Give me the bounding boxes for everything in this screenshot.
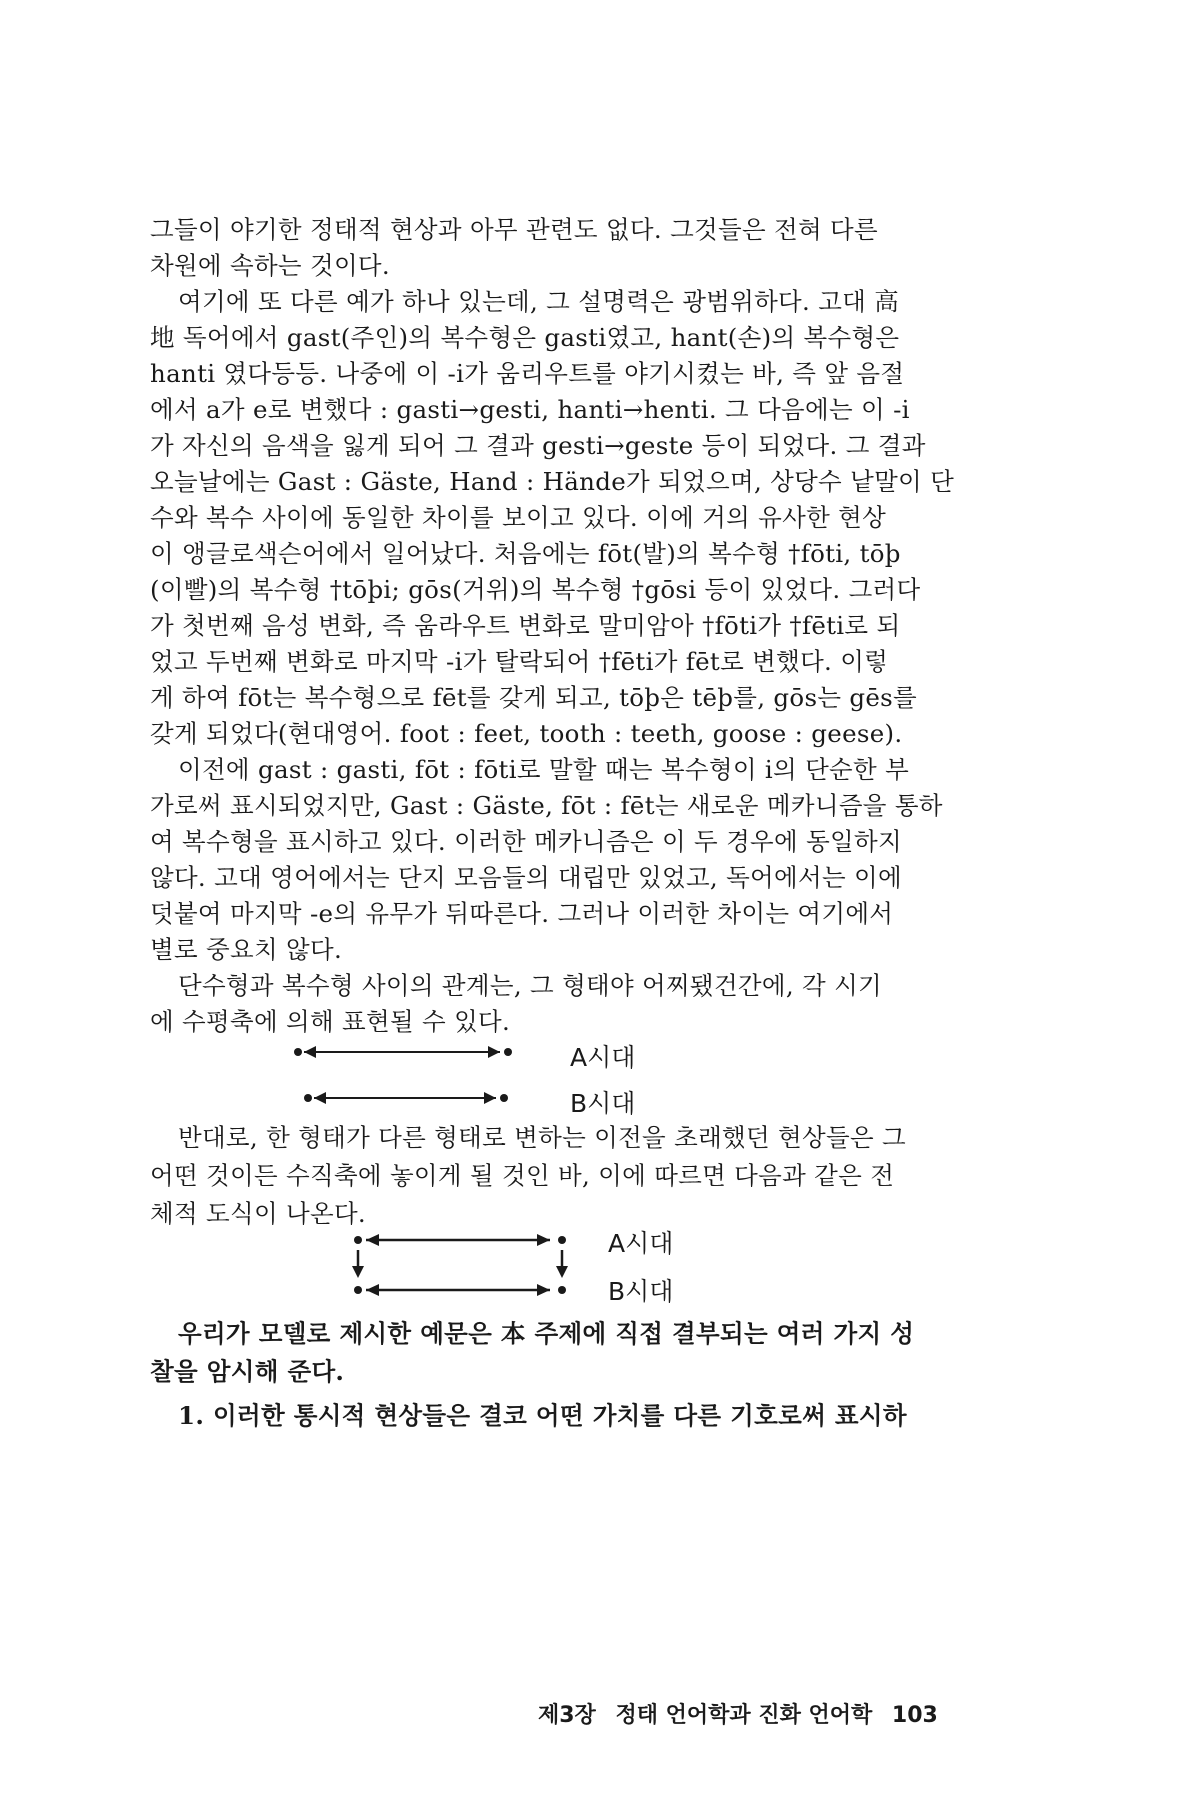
period-a-label: A시대 bbox=[608, 1229, 674, 1258]
arrow-b bbox=[304, 1092, 508, 1104]
text-line: 여기에 또 다른 예가 하나 있는데, 그 설명력은 광범위하다. 고대 高 bbox=[178, 287, 900, 316]
text-line: 가 자신의 음색을 잃게 되어 그 결과 gesti→geste 등이 되었다. 그 결과 bbox=[150, 431, 926, 460]
text-line: 여 복수형을 표시하고 있다. 이러한 메카니즘은 이 두 경우에 동일하지 bbox=[150, 827, 902, 856]
arrow-a bbox=[294, 1046, 512, 1058]
text-line: 덧붙여 마지막 -e의 유무가 뒤따른다. 그러나 이러한 차이는 여기에서 bbox=[150, 899, 894, 928]
text-line: 그들이 야기한 정태적 현상과 아무 관련도 없다. 그것들은 전혀 다른 bbox=[150, 215, 878, 244]
text-line: 에서 a가 e로 변했다 : gasti→gesti, hanti→henti. 그 다음에는 이 -i bbox=[150, 395, 910, 424]
text-line: 었고 두번째 변화로 마지막 -i가 탈락되어 †fēti가 fēt로 변했다. 이렇 bbox=[150, 647, 889, 676]
scheme-arrows bbox=[346, 1228, 576, 1312]
text-line: 이 앵글로색슨어에서 일어났다. 처음에는 fōt(발)의 복수형 †fōti, tōþ bbox=[150, 539, 901, 568]
text-line: 에 수평축에 의해 표현될 수 있다. bbox=[150, 1007, 511, 1036]
period-b-label: B시대 bbox=[570, 1089, 636, 1118]
arrow-top-horizontal bbox=[354, 1234, 566, 1246]
combined-axis-diagram bbox=[346, 1228, 706, 1312]
period-a-label: A시대 bbox=[570, 1043, 636, 1072]
text-line: 어떤 것이든 수직축에 놓이게 될 것인 바, 이에 따르면 다음과 같은 전 bbox=[150, 1161, 895, 1190]
chapter-number: 제3장 bbox=[538, 1703, 596, 1728]
text-line: 가 첫번째 음성 변화, 즉 움라우트 변화로 말미암아 †fōti가 †fēti로 되 bbox=[150, 611, 901, 640]
text-line: hanti 였다등등. 나중에 이 -i가 움리우트를 야기시켰는 바, 즉 앞 음절 bbox=[150, 359, 905, 388]
text-line: 오늘날에는 Gast : Gäste, Hand : Hände가 되었으며, 상당수 낱말이 단 bbox=[150, 467, 955, 496]
period-b-label: B시대 bbox=[608, 1277, 674, 1306]
text-line: 찰을 암시해 준다. bbox=[150, 1357, 345, 1386]
text-line: 반대로, 한 형태가 다른 형태로 변하는 이전을 초래했던 현상들은 그 bbox=[178, 1123, 906, 1152]
arrow-bottom-horizontal bbox=[354, 1284, 566, 1296]
text-line: (이빨)의 복수형 †tōþi; gōs(거위)의 복수형 †gōsi 등이 있었다. 그러다 bbox=[150, 575, 921, 604]
text-line: 체적 도식이 나온다. bbox=[150, 1199, 366, 1228]
text-line: 차원에 속하는 것이다. bbox=[150, 251, 390, 280]
arrow-left-vertical bbox=[352, 1250, 364, 1278]
text-line: 地 독어에서 gast(주인)의 복수형은 gasti였고, hant(손)의 복수형은 bbox=[150, 323, 900, 352]
arrow-right-vertical bbox=[556, 1250, 568, 1278]
text-line: 단수형과 복수형 사이의 관계는, 그 형태야 어찌됐건간에, 각 시기 bbox=[178, 971, 883, 1000]
text-line: 별로 중요치 않다. bbox=[150, 935, 343, 964]
horizontal-axis-diagram bbox=[290, 1036, 690, 1122]
text-line: 않다. 고대 영어에서는 단지 모음들의 대립만 있었고, 독어에서는 이에 bbox=[150, 863, 902, 892]
text-line: 우리가 모델로 제시한 예문은 本 주제에 직접 결부되는 여러 가지 성 bbox=[178, 1319, 915, 1348]
horizontal-arrows bbox=[290, 1036, 530, 1122]
chapter-title: 정태 언어학과 진화 언어학 bbox=[615, 1703, 873, 1728]
text-line: 1. 이러한 통시적 현상들은 결코 어떤 가치를 다른 기호로써 표시하 bbox=[178, 1401, 907, 1430]
text-line: 가로써 표시되었지만, Gast : Gäste, fōt : fēt는 새로운 메카니즘을 통하 bbox=[150, 791, 943, 820]
text-line: 수와 복수 사이에 동일한 차이를 보이고 있다. 이에 거의 유사한 현상 bbox=[150, 503, 887, 532]
text-line: 갖게 되었다(현대영어. foot : feet, tooth : teeth, goose : geese). bbox=[150, 719, 903, 748]
text-line: 게 하여 fōt는 복수형으로 fēt를 갖게 되고, tōþ은 tēþ를, gōs는 gēs를 bbox=[150, 683, 918, 712]
running-footer bbox=[538, 1698, 950, 1729]
page-number: 103 bbox=[891, 1703, 938, 1728]
text-line: 이전에 gast : gasti, fōt : fōti로 말할 때는 복수형이 i의 단순한 부 bbox=[178, 755, 910, 784]
